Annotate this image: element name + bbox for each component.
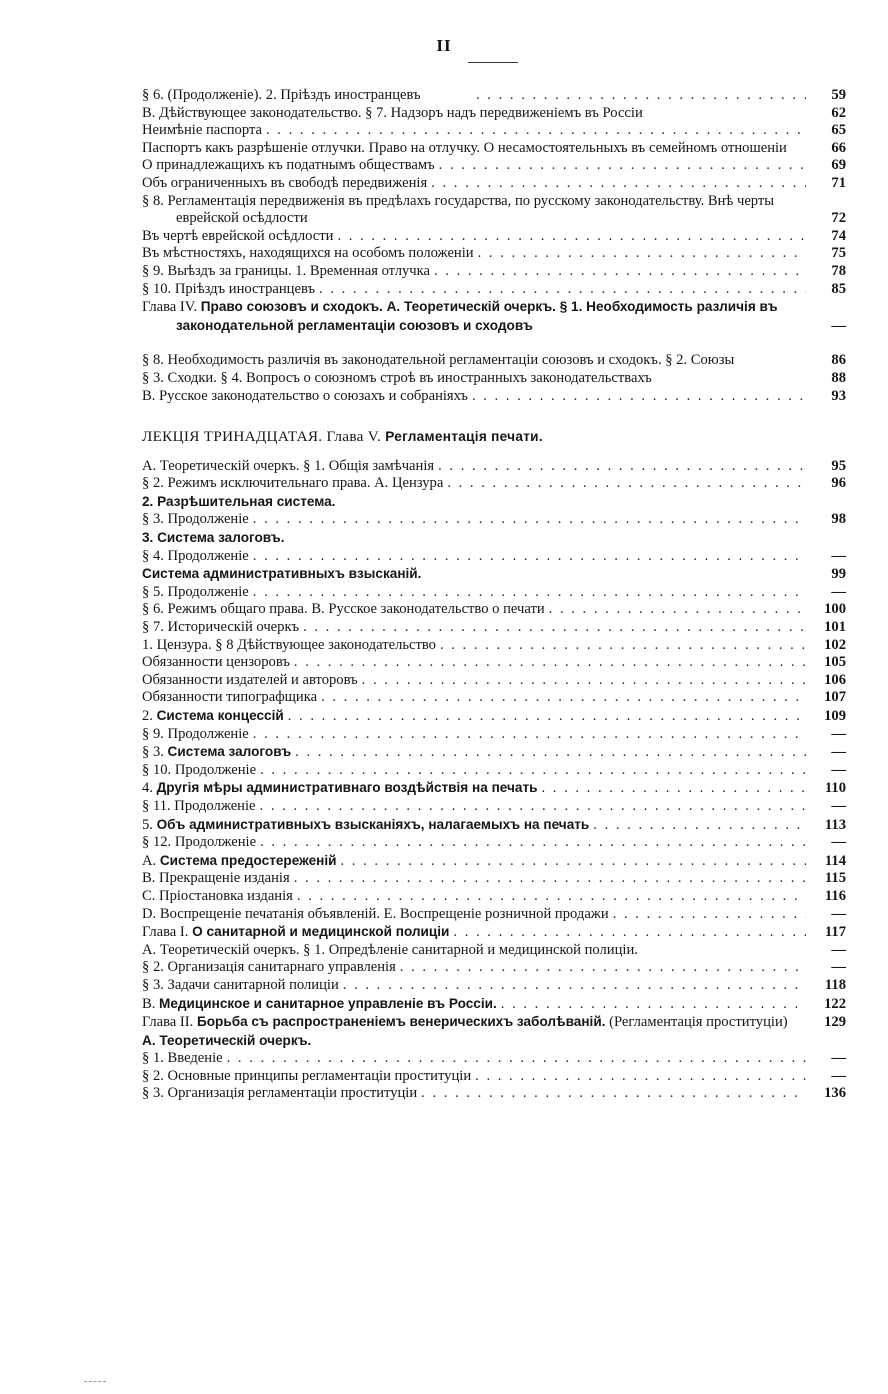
- dot-leader: [337, 228, 806, 246]
- dot-leader: [227, 1050, 806, 1068]
- entry-page: 69: [831, 157, 846, 174]
- dot-leader: [440, 637, 806, 655]
- entry-text: [142, 852, 336, 871]
- entry-bold-title: 2. Разрѣшительная система.: [142, 493, 336, 509]
- entry-prefix: Глава II.: [142, 1014, 197, 1031]
- toc-entry: [142, 959, 846, 977]
- entry-text: § 2. Режимъ исключительнаго права. А. Цензура: [142, 475, 444, 492]
- dot-leader: [321, 689, 806, 707]
- toc-entry: [142, 601, 846, 619]
- entry-page: 75: [831, 245, 846, 262]
- dot-leader: [475, 1068, 806, 1086]
- entry-bold-title: А. Теоретическій очеркъ.: [142, 1032, 312, 1048]
- entry-page: 96: [831, 475, 846, 492]
- toc-entry: [142, 157, 846, 175]
- entry-page: 74: [831, 227, 846, 244]
- entry-page: 115: [824, 870, 846, 887]
- entry-text: [142, 707, 284, 726]
- entry-bold-title: Система предостереженій: [159, 852, 337, 868]
- toc-entry: [142, 870, 846, 888]
- dot-leader: [297, 888, 806, 906]
- entry-page: —: [831, 725, 846, 742]
- toc-entry: [142, 743, 846, 762]
- dot-leader: [260, 762, 806, 780]
- toc-entry: [142, 281, 846, 299]
- entry-page: 78: [831, 262, 846, 279]
- entry-text: [142, 995, 497, 1014]
- toc-entry: [142, 689, 846, 707]
- toc-entry: [142, 298, 846, 335]
- dot-leader: [613, 906, 806, 924]
- toc-entry: [142, 637, 846, 655]
- dot-leader: [253, 726, 806, 744]
- entry-page: 117: [824, 924, 846, 941]
- toc-entry: [142, 1085, 846, 1103]
- dot-leader: [447, 475, 806, 493]
- toc-entry: [142, 1013, 846, 1032]
- toc-entry: [142, 122, 846, 140]
- toc-entry: [142, 548, 846, 566]
- toc-entry: [142, 619, 846, 637]
- dot-leader: [472, 388, 806, 406]
- dot-leader: [343, 977, 806, 995]
- entry-page: —: [831, 744, 846, 761]
- entry-text: [142, 1032, 311, 1051]
- toc-entry: [142, 370, 846, 388]
- entry-text: Обязанности издателей и авторовъ: [142, 671, 358, 688]
- spacer: [142, 446, 846, 458]
- dot-leader: [501, 996, 806, 1014]
- dot-leader: [288, 708, 806, 726]
- entry-text: § 2. Организація санитарнаго управленія: [142, 959, 396, 976]
- entry-text: § 3. Сходки. § 4. Вопросъ о союзномъ строѣ въ иностранныхъ законодательствахъ: [142, 369, 652, 386]
- entry-page: 86: [831, 352, 846, 369]
- entry-page: —: [831, 583, 846, 600]
- toc-entry: [142, 352, 846, 370]
- entry-text: [142, 743, 291, 762]
- dot-leader: [253, 584, 806, 602]
- table-of-contents: [142, 87, 846, 1103]
- dot-leader: [260, 798, 806, 816]
- entry-text: [142, 923, 449, 942]
- entry-page: 71: [831, 174, 846, 191]
- dot-leader: [431, 175, 806, 193]
- dot-leader: [421, 1085, 806, 1103]
- entry-text: [142, 565, 421, 584]
- toc-entry: [142, 458, 846, 476]
- entry-text: [142, 779, 537, 798]
- entry-text: А. Теоретическій очеркъ. § 1. Общія замѣчанія: [142, 457, 435, 474]
- dot-leader: [476, 87, 806, 105]
- entry-text: С. Пріостановка изданія: [142, 887, 293, 904]
- entry-page: 88: [831, 369, 846, 386]
- entry-page: —: [831, 547, 846, 564]
- entry-page: 99: [831, 566, 846, 583]
- toc-entry: [142, 779, 846, 798]
- entry-page: 95: [831, 457, 846, 474]
- toc-entry: [142, 1050, 846, 1068]
- dot-leader: [253, 548, 806, 566]
- entry-text: Паспортъ какъ разрѣшеніе отлучки. Право на отлучку. О несамостоятельныхъ въ семейномъ отношеніи: [142, 139, 787, 156]
- entry-prefix: В.: [142, 995, 160, 1012]
- toc-entry: [142, 584, 846, 602]
- dot-leader: [253, 511, 806, 529]
- toc-entry: [142, 888, 846, 906]
- entry-text: А. Теоретическій очеркъ. § 1. Опредѣленіе санитарной и медицинской полиціи.: [142, 941, 638, 958]
- entry-text: § 12. Продолженіе: [142, 834, 257, 851]
- entry-text: § 5. Продолженіе: [142, 583, 249, 600]
- toc-entry: [142, 923, 846, 942]
- dot-leader: [260, 834, 806, 852]
- entry-page: 105: [824, 654, 846, 671]
- entry-text: § 8. Регламентація передвиженія въ предѣлахъ государства, по русскому законодательству. Внѣ черты еврейской осѣдлости: [142, 192, 775, 227]
- page-number: II: [436, 36, 452, 55]
- entry-page: 114: [824, 852, 846, 869]
- toc-entry: [142, 245, 846, 263]
- toc-entry: [142, 493, 846, 512]
- toc-entry: [142, 762, 846, 780]
- toc-entry: [142, 995, 846, 1014]
- toc-entry: [142, 105, 846, 123]
- dot-leader: [438, 458, 806, 476]
- entry-prefix: 5.: [142, 816, 157, 833]
- entry-page: 109: [824, 708, 846, 724]
- entry-text: Неимѣніе паспорта: [142, 122, 262, 139]
- toc-entry: [142, 726, 846, 744]
- entry-text: § 6. Режимъ общаго права. В. Русское законодательство о печати: [142, 601, 545, 618]
- scan-mark: [84, 1381, 106, 1384]
- toc-entry: [142, 193, 846, 228]
- entry-page: —: [831, 761, 846, 778]
- toc-entry: [142, 654, 846, 672]
- entry-page: 100: [824, 601, 846, 618]
- toc-entry: [142, 672, 846, 690]
- entry-page: 72: [831, 210, 846, 227]
- entry-text: О принадлежащихъ къ податнымъ обществамъ: [142, 157, 435, 174]
- toc-entry: [142, 228, 846, 246]
- entry-bold-title: 3. Система залоговъ.: [142, 530, 285, 546]
- toc-entry: [142, 263, 846, 281]
- entry-page: 110: [824, 780, 846, 797]
- toc-entry: [142, 977, 846, 995]
- entry-page: 65: [831, 122, 846, 139]
- entry-page: 59: [831, 87, 846, 103]
- entry-text: 1. Цензура. § 8 Дѣйствующее законодательство: [142, 636, 436, 653]
- dot-leader: [294, 654, 806, 672]
- entry-text: Обязанности цензоровъ: [142, 654, 290, 671]
- entry-page: 118: [824, 976, 846, 993]
- entry-page: —: [831, 797, 846, 814]
- dot-leader: [478, 245, 806, 263]
- entry-page: 85: [831, 280, 846, 297]
- toc-entry: [142, 87, 846, 105]
- entry-text: § 11. Продолженіе: [142, 797, 256, 814]
- dot-leader: [439, 157, 806, 175]
- dot-leader: [266, 122, 806, 140]
- dot-leader: [295, 744, 806, 762]
- entry-prefix: § 3.: [142, 744, 168, 761]
- toc-entry: [142, 798, 846, 816]
- toc-entry: [142, 906, 846, 924]
- toc-entry: [142, 529, 846, 548]
- entry-text: § 10. Пріѣздъ иностранцевъ: [142, 280, 316, 297]
- entry-page: 62: [831, 104, 846, 121]
- entry-text: § 10. Продолженіе: [142, 761, 257, 778]
- dot-leader: [303, 619, 806, 637]
- entry-page: 98: [831, 511, 846, 528]
- spacer: [142, 335, 846, 352]
- dot-leader: [549, 601, 806, 619]
- entry-page: 113: [824, 816, 846, 833]
- heading-prefix: ЛЕКЦІЯ ТРИНАДЦАТАЯ. Глава V.: [142, 428, 386, 446]
- entry-page: 107: [824, 689, 846, 706]
- dot-leader: [593, 817, 806, 835]
- heading-bold-title: Регламентація печати.: [385, 429, 543, 445]
- entry-page: 66: [831, 139, 846, 156]
- entry-page: 101: [824, 619, 846, 636]
- entry-page: 136: [824, 1085, 846, 1102]
- entry-text: Объ ограниченныхъ въ свободѣ передвиженія: [142, 174, 428, 191]
- entry-bold-title: Медицинское и санитарное управленіе въ Россіи.: [159, 995, 497, 1011]
- entry-page: —: [831, 959, 846, 976]
- entry-suffix: (Регламентація проституціи): [605, 1014, 788, 1031]
- dot-leader: [362, 672, 806, 690]
- entry-page: —: [831, 834, 846, 851]
- entry-page: —: [831, 905, 846, 922]
- entry-text: § 2. Основные принципы регламентаціи проституціи: [142, 1067, 472, 1084]
- entry-text: § 1. Введеніе: [142, 1050, 223, 1067]
- entry-page: —: [831, 1050, 846, 1067]
- lecture-heading: [142, 428, 846, 446]
- toc-entry: [142, 834, 846, 852]
- entry-text: § 3. Продолженіе: [142, 511, 249, 528]
- entry-text: В. Русское законодательство о союзахъ и собраніяхъ: [142, 387, 468, 404]
- entry-bold-title: Объ административныхъ взысканіяхъ, налагаемыхъ на печать: [156, 816, 590, 832]
- dot-leader: [340, 853, 806, 871]
- entry-text: § 7. Историческій очеркъ: [142, 619, 300, 636]
- header-rule: [468, 62, 518, 63]
- dot-leader: [541, 780, 806, 798]
- toc-entry: [142, 1032, 846, 1051]
- entry-page: 116: [824, 887, 846, 904]
- entry-bold-title: О санитарной и медицинской полиціи: [192, 924, 450, 940]
- toc-entry: [142, 475, 846, 493]
- entry-page: 102: [824, 636, 846, 653]
- entry-text: [142, 1013, 806, 1032]
- entry-page: 93: [831, 387, 846, 404]
- entry-prefix: Глава IV.: [142, 299, 201, 316]
- dot-leader: [453, 924, 806, 942]
- entry-text: В. Дѣйствующее законодательство. § 7. Надзоръ надъ передвиженіемъ въ Россіи: [142, 104, 643, 121]
- entry-text: § 3. Задачи санитарной полиціи: [142, 976, 339, 993]
- entry-text: Въ мѣстностяхъ, находящихся на особомъ положеніи: [142, 245, 474, 262]
- toc-entry: [142, 175, 846, 193]
- entry-text: [142, 816, 589, 835]
- entry-page: —: [831, 941, 846, 958]
- dot-leader: [400, 959, 806, 977]
- entry-text: [142, 493, 335, 512]
- toc-entry: [142, 511, 846, 529]
- entry-text: § 6. (Продолженіе). 2. Пріѣздъ иностранцевъ: [142, 87, 421, 103]
- entry-page: —: [831, 1067, 846, 1084]
- entry-text: [142, 298, 806, 335]
- toc-entry: [142, 388, 846, 406]
- toc-entry: [142, 852, 846, 871]
- entry-page: 122: [824, 995, 846, 1012]
- entry-text: § 3. Организація регламентаціи проституціи: [142, 1085, 418, 1102]
- entry-prefix: А.: [142, 852, 160, 869]
- entry-text: § 9. Выѣздъ за границы. 1. Временная отлучка: [142, 262, 430, 279]
- dot-leader: [434, 263, 806, 281]
- toc-entry: [142, 140, 846, 158]
- entry-prefix: 2.: [142, 708, 157, 724]
- toc-entry: [142, 565, 846, 584]
- entry-bold-title: Система административныхъ взысканій.: [142, 566, 422, 582]
- entry-text: § 4. Продолженіе: [142, 547, 249, 564]
- toc-entry: [142, 942, 846, 960]
- entry-page: 106: [824, 671, 846, 688]
- entry-text: Обязанности типографщика: [142, 689, 318, 706]
- entry-text: Въ чертѣ еврейской осѣдлости: [142, 227, 334, 244]
- entry-prefix: 4.: [142, 780, 157, 797]
- spacer: [142, 405, 846, 422]
- toc-entry: [142, 816, 846, 835]
- dot-leader: [319, 281, 806, 299]
- entry-bold-title: Другія мѣры административнаго воздѣйствія на печать: [156, 780, 538, 796]
- entry-prefix: Глава I.: [142, 924, 193, 941]
- entry-bold-title: Система залоговъ: [167, 744, 292, 760]
- entry-text: § 8. Необходимость различія въ законодательной регламентаціи союзовъ и сходокъ. § 2. Союзы: [142, 352, 735, 369]
- dot-leader: [294, 870, 806, 888]
- entry-text: В. Прекращеніе изданія: [142, 870, 290, 887]
- entry-bold-title: Борьба съ распространеніемъ венерическихъ заболѣваній.: [196, 1014, 606, 1030]
- toc-entry: [142, 707, 846, 726]
- entry-bold-title: Система концессій: [156, 708, 284, 723]
- entry-page: 129: [824, 1014, 846, 1031]
- entry-bold-title: Право союзовъ и сходокъ. А. Теоретическій очеркъ. § 1. Необходимость различія въ законодательной регламентаціи союзовъ и сходовъ: [176, 299, 778, 333]
- toc-entry: [142, 1068, 846, 1086]
- entry-page: —: [831, 317, 846, 334]
- entry-text: § 9. Продолженіе: [142, 725, 249, 742]
- entry-text: D. Воспрещеніе печатанія объявленій. Е. Воспрещеніе розничной продажи: [142, 905, 609, 922]
- entry-text: [142, 529, 285, 548]
